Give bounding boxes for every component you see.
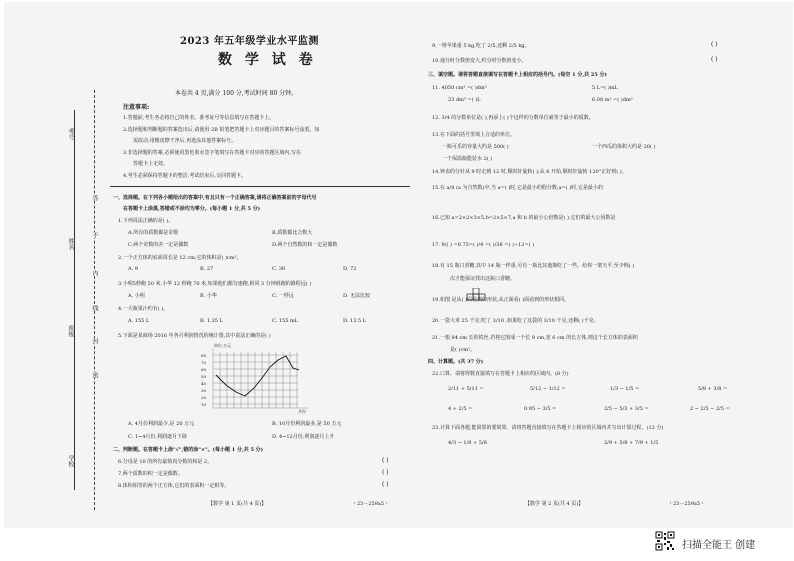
q4-opt-c: C. 155 mL — [272, 318, 299, 324]
watermark-text: 扫描全能王 创建 — [682, 540, 756, 551]
section2-title: 二、判断题。在答题卡上涂"√",错的涂"×"。(每小题 1 分,共 5 分) — [113, 447, 264, 453]
q14: 14.钟表的分针从 9 时走到 12 时,顺时针旋转( );从 6 开始,顺时针旋转 120°正好到( )。 — [432, 169, 627, 175]
q5-opt-b: B. 10月份利润最多,是 50 万元 — [272, 421, 342, 427]
q10: 10.通分时分数值变大,约分时分数值变小。 — [432, 58, 527, 64]
footer-right-page: 【数学 第 2 页(共 4 页)】 — [525, 501, 584, 507]
q2-opt-d: D. 72 — [343, 266, 357, 272]
note-4: 4.考生必须保持答题卡的整洁,考试结束后,交回答题卡。 — [123, 173, 246, 179]
chart-y-tick-30: 30 — [201, 388, 207, 393]
footer-left-page: 【数学 第 1 页(共 4 页)】 — [208, 501, 267, 507]
q13-a: 一瓶可乐的容量大约是 500( ) — [442, 144, 509, 150]
seal-dash-line — [94, 90, 95, 510]
q18-b: 次才能保证找出这瓶口香糖。 — [450, 276, 516, 282]
q13-b: 一个西瓜的体积大约是 20( ) — [592, 144, 656, 150]
q3-opt-c: C. 一样远 — [272, 293, 294, 299]
q1-stem: 1.下列说法正确的是( )。 — [118, 218, 174, 224]
q20: 20.一袋大米 25 千克,吃了 3/10 ,如果吃了这袋的 3/10 千克,还剩( )千克。 — [432, 318, 599, 324]
q5-opt-a: A. 4月份利润最少,是 20 万元 — [128, 421, 195, 427]
chart-y-tick-80: 80 — [201, 353, 207, 358]
q19: 19.如图 是从( )面看到的形状,从正面看( )面看到的形状相同。 — [432, 297, 570, 303]
section4-title: 四、计算题。(共 37 分) — [428, 359, 484, 365]
q6: 6.分母是 10 的所有最简真分数的和是 2。 — [118, 459, 213, 465]
q9: 9.一堆苹果重 5 kg,吃了 2/5,还剩 2/5 kg。 — [432, 43, 530, 49]
q10-bracket: ( ) — [711, 56, 718, 63]
q3-stem: 3.小明5秒跑 50 米,小华 12 秒跑 70 米,如果他们都匀速跑,相同 3 分钟谁跑的路程远( ) — [118, 281, 312, 287]
q1-opt-b: B.质数都比合数大 — [272, 230, 313, 236]
oral-1-4: 5/8 + 3/8 = — [698, 386, 728, 392]
chart-y-tick-10: 10 — [201, 402, 207, 407]
chart-y-tick-20: 20 — [201, 395, 207, 400]
q6-bracket: ( ) — [382, 457, 389, 464]
cube-figure-icon — [466, 288, 490, 302]
margin-field-line — [74, 110, 75, 490]
q7: 7.两个质数的积一定是偶数。 — [118, 471, 183, 477]
exam-title: 2023 年五年级学业水平监测 — [180, 36, 319, 47]
oral-2-4: 2 − 2/5 − 2/5 = — [690, 406, 730, 412]
qr-code-icon — [655, 531, 675, 551]
seal-char-5: 封 — [91, 338, 98, 344]
q15: 15.在 a/8 (a 为自然数)中,当 a=( )时,它是最小的假分数;a=( )时,它是最小的 — [432, 185, 603, 191]
q1-opt-a: A.所有的质数都是奇数 — [128, 230, 179, 236]
footer-left-code: ・23－259a5・ — [352, 501, 390, 507]
calc-2: 2/9 + 5/8 + 7/9 + 1/5 — [604, 440, 659, 446]
q1-opt-c: C.两个奇数的差一定是偶数 — [128, 242, 189, 248]
oral-2-3: 2/5 − 5/3 + 3/5 = — [604, 406, 649, 412]
field-class: 班级 — [67, 325, 74, 337]
oral-1-2: 5/12 − 1/12 = — [530, 386, 566, 392]
q11-c: 23 dm³ =( )L — [448, 97, 481, 103]
section1-title-2: 在答题卡上涂黑,答错或不涂均为零分。(每小题 1 分,共 5 分) — [123, 206, 261, 212]
chart-unit: 单位:万元 — [214, 343, 232, 348]
profit-line-chart — [198, 340, 313, 415]
q2-stem: 2.一个正方体的底面周长是 12 cm,它的体积是( )cm³。 — [118, 255, 242, 261]
q3-opt-a: A. 小明 — [128, 293, 145, 299]
q4-opt-d: D. 13.5 L — [343, 318, 367, 324]
oral-2-2: 0.95 − 3/5 = — [524, 406, 557, 412]
footer-right-code: ・23－259a5・ — [668, 501, 706, 507]
note-3b: 答题卡上无效。 — [133, 161, 169, 167]
q17: 17. 9/( ) =0.75=( )/4 =( )/36 =( )÷12=( ) — [432, 242, 535, 248]
field-exam-no: 考号 — [67, 128, 74, 140]
note-3: 3.非选择题的答案,必须使用黑色墨水签字笔填写在答题卡对应的答题区域内,写在 — [123, 150, 301, 156]
q12: 12. 3/4 的分数单位是( ),再添上( )个这样的分数单位就等于最小的质数。 — [432, 115, 594, 121]
section3-title: 三、填空题。请将答题直接填写在答题卡上相应的括号内。(每空 1 分,共 25 分) — [428, 72, 607, 78]
note-2: 2.选择题和判断题的答案选出后,请使用 2B 铅笔把答题卡上对应题目的答案标号涂黑。如 — [123, 127, 320, 133]
q11-d: 6.08 m³ =( )dm³ — [592, 97, 633, 103]
chart-y-tick-70: 70 — [201, 360, 207, 365]
q2-opt-c: C. 36 — [272, 266, 286, 272]
q4-opt-b: B. 1.35 L — [200, 318, 223, 324]
field-school: 学校 — [67, 455, 74, 467]
q9-bracket: ( ) — [711, 41, 718, 48]
q1-opt-d: D.两个自然数的和一定是偶数 — [272, 242, 338, 248]
q11-b: 5 L=( )mL — [592, 85, 618, 91]
oral-2-1: 4 + 2/5 = — [448, 406, 473, 412]
seal-char-6: 密 — [91, 372, 98, 378]
q3-opt-d: D. 无法比较 — [343, 293, 371, 299]
note-2b: 需改动,用橡皮擦干净后,再选涂其他答案标号。 — [133, 138, 237, 144]
q13-c: 一个保温瓶能装水 2( ) — [442, 156, 493, 162]
oral-1-1: 2/11 + 5/11 = — [448, 386, 484, 392]
q21-b: 是( )cm²。 — [450, 347, 476, 353]
q16: 16.已知 a=2×2×3×5,b=2×5×7,a 和 b 的最小公倍数是( ),它们的最大公因数是 — [432, 215, 616, 221]
q3-opt-b: B. 小华 — [200, 293, 217, 299]
q23: 23.计算下面各题,能简算的要简算。请将答题直接填写在答题卡上相应的区域内并写出计算过程。(12 分) — [432, 425, 664, 431]
oral-1-3: 1/3 − 1/5 = — [610, 386, 640, 392]
q2-opt-b: B. 27 — [200, 266, 214, 272]
q7-bracket: ( ) — [382, 469, 389, 476]
chart-x-label: 月份 — [298, 409, 306, 414]
q4-opt-a: A. 155 L — [128, 318, 150, 324]
q11-a: 11. 4050 cm³ =( )dm³ — [432, 85, 487, 91]
seal-char-1: 答 — [91, 195, 98, 201]
q21-a: 21.一根 84 cm 长的铁丝,若将它围成一个长 9 cm,宽 6 cm 的长方体,则这个长方体的表面积 — [432, 335, 638, 341]
q8: 8.体积相等的两个正方体,它们的表面积一定相等。 — [118, 483, 230, 489]
calc-1: 4/3 − 1/8 + 5/6 — [448, 440, 487, 446]
seal-char-4: 线 — [91, 305, 98, 311]
note-1: 1.答题前,考生务必将自己的姓名、准考证号等信息填写在答题卡上。 — [123, 115, 275, 121]
field-name: 姓名 — [67, 238, 74, 250]
notes-divider — [110, 186, 410, 187]
q18-a: 18.有 15 瓶口香糖,其中 14 瓶一样重,另有一瓶比其他瓶吃了一些。给你一架天平,至少称( ) — [432, 263, 635, 269]
section1-title: 一、选择题。在下列各小题给出的答案中,有且只有一个正确答案,请将正确答案前的字母代号 — [113, 195, 317, 201]
seal-char-3: 内 — [91, 270, 98, 276]
q5-opt-c: C. 1~4月份,利润逐月下降 — [128, 434, 187, 440]
chart-y-tick-50: 50 — [201, 374, 207, 379]
q2-opt-a: A. 9 — [128, 266, 138, 272]
q13: 13.在下面的括号里填上合适的单位。 — [432, 132, 515, 138]
seal-char-2: 不 — [91, 232, 98, 238]
q8-bracket: ( ) — [382, 481, 389, 488]
q5-stem: 5.下面是某商场 2016 年各月利润情况的统计图,其中说法正确的是( ) — [118, 333, 271, 339]
notes-title: 注意事项: — [123, 104, 150, 111]
chart-grid — [213, 348, 308, 408]
exam-info: 本卷共 4 页,满分 100 分,考试时间 80 分钟。 — [175, 90, 298, 97]
chart-y-tick-60: 60 — [201, 367, 207, 372]
q5-opt-d: D. 4~12月份,利润逐月上升 — [272, 434, 335, 440]
exam-subject: 数 学 试 卷 — [218, 52, 317, 68]
chart-y-tick-40: 40 — [201, 381, 207, 386]
q22: 22.口算。请将得数直接填写在答题卡上相应的区域内。(8 分) — [432, 371, 569, 377]
q4-stem: 4.一大瓶果汁约有( )。 — [118, 306, 169, 312]
